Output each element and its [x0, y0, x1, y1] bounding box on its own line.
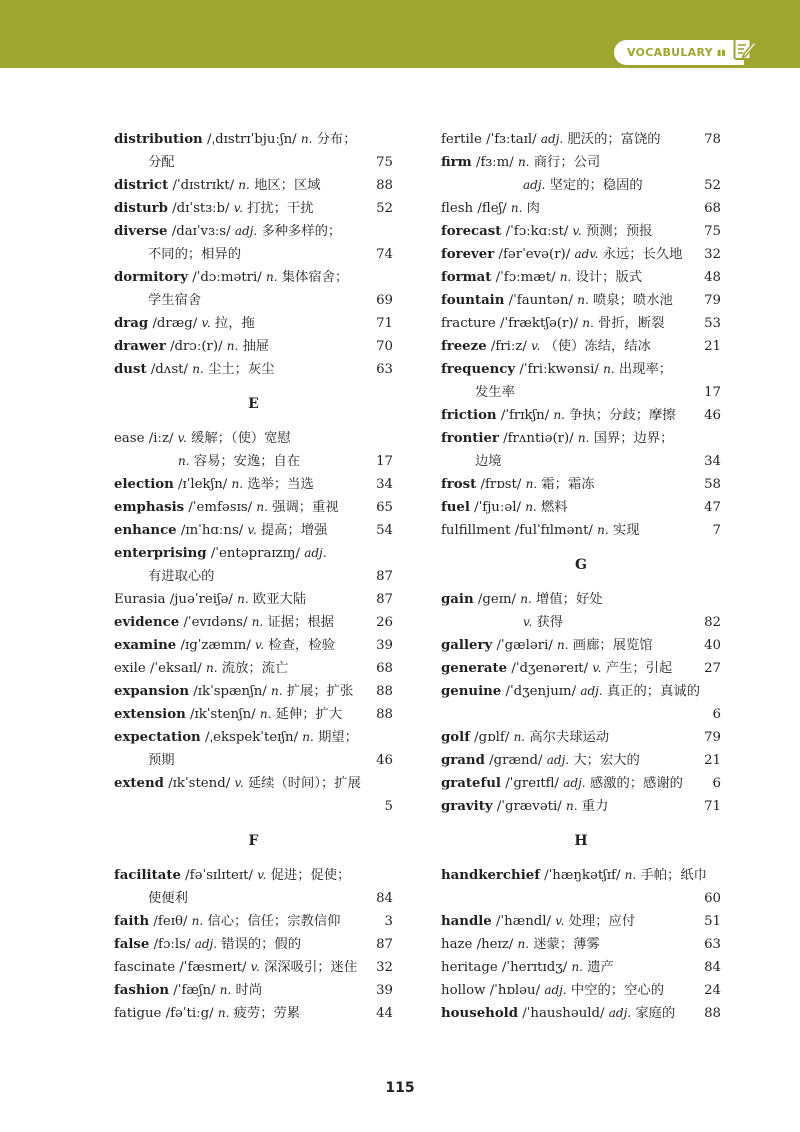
page-reference: 32: [376, 960, 393, 975]
definition: /ˈfjuːəl/ n. 燃料: [469, 500, 568, 515]
glossary-entry: [114, 197, 393, 220]
page-reference: 75: [376, 155, 393, 170]
definition: /fleʃ/ n. 肉: [473, 201, 540, 216]
page-reference: 84: [704, 960, 721, 975]
glossary-column-left: [114, 128, 393, 1025]
page-reference: 46: [704, 408, 721, 423]
headword: examine: [114, 638, 177, 653]
headword: diverse: [114, 224, 168, 239]
glossary-entry-continuation: [441, 887, 721, 910]
page-reference: 21: [704, 753, 721, 768]
section-dots: ▮▮: [716, 48, 726, 57]
definition: /ˈfɔːkɑːst/ v. 预测；预报: [501, 224, 653, 239]
headword: handkerchief: [441, 868, 540, 883]
page-reference: 74: [376, 247, 393, 262]
headword: heritage: [441, 960, 498, 975]
glossary-entry-continuation: [114, 450, 393, 473]
headword: faith: [114, 914, 150, 929]
page-reference: 87: [376, 937, 393, 952]
letter-heading-text: G: [575, 557, 587, 573]
glossary-entry-continuation: [114, 795, 393, 818]
letter-heading: [441, 818, 721, 864]
page-reference: 39: [376, 638, 393, 653]
definition: /daɪˈvɜːs/ adj. 多种多样的；: [167, 224, 342, 239]
headword: forecast: [441, 224, 502, 239]
definition: /ˈevɪdəns/ n. 证据；根据: [179, 615, 334, 630]
glossary-entry: [441, 312, 721, 335]
glossary-entry-continuation: [441, 174, 721, 197]
page-reference: 69: [376, 293, 393, 308]
glossary-entry: [441, 335, 721, 358]
definition: /ˈfɔːmæt/ n. 设计；版式: [491, 270, 643, 285]
page-reference: 60: [704, 891, 721, 906]
definition: 有进取心的: [148, 569, 215, 584]
headword: enterprising: [114, 546, 207, 561]
headword: evidence: [114, 615, 180, 630]
page-reference: 7: [712, 523, 721, 538]
page-reference: 26: [376, 615, 393, 630]
definition: n. 容易；安逸；自在: [178, 454, 301, 469]
headword: frontier: [441, 431, 499, 446]
definition: /ˈdɪstrɪkt/ n. 地区；区域: [168, 178, 321, 193]
headword: golf: [441, 730, 470, 745]
page-reference: 34: [376, 477, 393, 492]
headword: haze: [441, 937, 473, 952]
glossary-entry: [441, 220, 721, 243]
definition: /geɪn/ n. 增值；好处: [473, 592, 603, 607]
headword: fascinate: [114, 960, 176, 975]
glossary-entry-continuation: [114, 243, 393, 266]
letter-heading-text: E: [248, 396, 259, 412]
definition: /ˈfræktʃə(r)/ n. 骨折，断裂: [495, 316, 665, 331]
headword: fuel: [441, 500, 470, 515]
headword: district: [114, 178, 169, 193]
section-badge: [614, 40, 744, 65]
glossary-entry: [114, 266, 393, 289]
headword: frost: [441, 477, 477, 492]
headword: freeze: [441, 339, 487, 354]
headword: election: [114, 477, 174, 492]
definition: /iːz/ v. 缓解；（使）宽慰: [144, 431, 291, 446]
definition: /ɪkˈstenʃn/ n. 延伸；扩大: [185, 707, 343, 722]
page-reference: 88: [704, 1006, 721, 1021]
page-number: 115: [385, 1080, 415, 1096]
headword: handle: [441, 914, 492, 929]
definition: /fɜːm/ n. 商行；公司: [471, 155, 601, 170]
page-reference: 78: [704, 132, 721, 147]
glossary-entry-continuation: [114, 289, 393, 312]
letter-heading-text: H: [574, 833, 588, 849]
page-reference: 17: [704, 385, 721, 400]
glossary-entry: [441, 749, 721, 772]
glossary-entry-continuation: [441, 611, 721, 634]
glossary-entry: [114, 174, 393, 197]
glossary-entry: [441, 151, 721, 174]
glossary-entry: [114, 910, 393, 933]
page-reference: 88: [376, 707, 393, 722]
definition: /juəˈreiʃə/ n. 欧亚大陆: [165, 592, 307, 607]
glossary-entry: [114, 772, 393, 795]
definition: /ˈeksaɪl/ n. 流放；流亡: [145, 661, 289, 676]
headword: gravity: [441, 799, 493, 814]
page-reference: 5: [384, 799, 393, 814]
glossary-entry: [441, 956, 721, 979]
glossary-entry: [114, 634, 393, 657]
definition: /fɔːls/ adj. 错误的；假的: [149, 937, 302, 952]
headword: expansion: [114, 684, 190, 699]
page-reference: 6: [712, 707, 721, 722]
definition: /ɪkˈstend/ v. 延续（时间）；扩展: [163, 776, 361, 791]
glossary-entry: [114, 335, 393, 358]
headword: disturb: [114, 201, 168, 216]
definition: /dʌst/ n. 尘土；灰尘: [146, 362, 275, 377]
definition: /drɔː(r)/ n. 抽屉: [165, 339, 270, 354]
glossary-entry: [114, 312, 393, 335]
page-reference: 63: [704, 937, 721, 952]
page-reference: 39: [376, 983, 393, 998]
definition: /ˈgæləri/ n. 画廊；展览馆: [492, 638, 653, 653]
glossary-entry: [441, 680, 721, 703]
glossary-entry: [114, 956, 393, 979]
definition: /ˌekspekˈteɪʃn/ n. 期望；: [200, 730, 358, 745]
glossary-entry: [114, 519, 393, 542]
glossary-entry-continuation: [114, 887, 393, 910]
glossary-entry: [114, 542, 393, 565]
page-reference: 71: [704, 799, 721, 814]
definition: /ˈfrɪkʃn/ n. 争执；分歧；摩擦: [496, 408, 676, 423]
glossary-column-right: [441, 128, 721, 1025]
definition: /ˌdɪstrɪˈbjuːʃn/ n. 分布；: [202, 132, 357, 147]
notepad-pencil-icon: [733, 36, 757, 62]
glossary-entry: [441, 266, 721, 289]
page-reference: 82: [704, 615, 721, 630]
page-reference: 52: [704, 178, 721, 193]
page-reference: 71: [376, 316, 393, 331]
page-reference: 21: [704, 339, 721, 354]
definition: /ˈfɜːtaɪl/ adj. 肥沃的；富饶的: [481, 132, 661, 147]
headword: forever: [441, 247, 495, 262]
letter-heading-text: F: [248, 833, 259, 849]
glossary-entry: [114, 864, 393, 887]
definition: /ˈfæʃn/ n. 时尚: [169, 983, 263, 998]
page-reference: 87: [376, 569, 393, 584]
definition: 预期: [148, 753, 175, 768]
glossary-entry: [441, 427, 721, 450]
definition: v. 获得: [523, 615, 563, 630]
definition: adj. 坚定的；稳固的: [523, 178, 643, 193]
page-reference: 88: [376, 684, 393, 699]
page-reference: 46: [376, 753, 393, 768]
definition: /ɪnˈhɑːns/ v. 提高；增强: [176, 523, 328, 538]
headword: enhance: [114, 523, 177, 538]
page-reference: 65: [376, 500, 393, 515]
definition: /ˈfriːkwənsi/ n. 出现率；: [515, 362, 673, 377]
page-reference: 53: [704, 316, 721, 331]
glossary-entry: [441, 795, 721, 818]
definition: /dɪˈstɜːb/ v. 打扰；干扰: [167, 201, 314, 216]
page-reference: 84: [376, 891, 393, 906]
headword: ease: [114, 431, 145, 446]
headword: exile: [114, 661, 146, 676]
headword: format: [441, 270, 492, 285]
headword: friction: [441, 408, 497, 423]
page-reference: 3: [384, 914, 393, 929]
letter-heading: [114, 818, 393, 864]
definition: /gɒlf/ n. 高尔夫球运动: [469, 730, 610, 745]
page-reference: 17: [376, 454, 393, 469]
section-label: VOCABULARY: [627, 46, 713, 59]
glossary-entry: [114, 657, 393, 680]
glossary-entry-continuation: [114, 565, 393, 588]
definition: /ˈentəpraɪzɪŋ/ adj.: [206, 546, 327, 561]
definition: 学生宿舍: [148, 293, 202, 308]
definition: /ɪgˈzæmɪn/ v. 检查，检验: [176, 638, 335, 653]
glossary-entry: [441, 519, 721, 542]
page-reference: 63: [376, 362, 393, 377]
page-reference: 47: [704, 500, 721, 515]
headword: facilitate: [114, 868, 181, 883]
page-reference: 79: [704, 293, 721, 308]
headword: fertile: [441, 132, 482, 147]
definition: /ˈfæsɪneɪt/ v. 深深吸引；迷住: [175, 960, 358, 975]
headword: fracture: [441, 316, 496, 331]
page-reference: 48: [704, 270, 721, 285]
definition: /ɪˈlekʃn/ n. 选举；当选: [173, 477, 314, 492]
glossary-entry: [114, 496, 393, 519]
glossary-entry: [441, 358, 721, 381]
page-reference: 51: [704, 914, 721, 929]
glossary-entry: [441, 657, 721, 680]
glossary-entry: [441, 197, 721, 220]
headword: dormitory: [114, 270, 189, 285]
headword: expectation: [114, 730, 201, 745]
headword: fulfillment: [441, 523, 511, 538]
page-reference: 70: [376, 339, 393, 354]
definition: 使便利: [148, 891, 188, 906]
page-reference: 6: [712, 776, 721, 791]
headword: grand: [441, 753, 485, 768]
glossary-entry: [441, 910, 721, 933]
page-reference: 44: [376, 1006, 393, 1021]
definition: /dræg/ v. 拉，拖: [148, 316, 255, 331]
headword: grateful: [441, 776, 501, 791]
headword: fashion: [114, 983, 170, 998]
glossary-entry: [114, 588, 393, 611]
definition: 分配: [148, 155, 175, 170]
definition: /ˈhɒləu/ adj. 中空的；空心的: [485, 983, 664, 998]
headword: hollow: [441, 983, 486, 998]
definition: /fərˈevə(r)/ adv. 永远；长久地: [494, 247, 683, 262]
definition: /ˈfauntən/ n. 喷泉；喷水池: [504, 293, 673, 308]
glossary-entry: [114, 128, 393, 151]
headword: distribution: [114, 132, 203, 147]
page-reference: 54: [376, 523, 393, 538]
definition: 发生率: [475, 385, 515, 400]
headword: emphasis: [114, 500, 185, 515]
headword: gain: [441, 592, 474, 607]
glossary-entry: [441, 1002, 721, 1025]
headword: Eurasia: [114, 592, 166, 607]
page-reference: 75: [704, 224, 721, 239]
glossary-entry: [441, 864, 721, 887]
headword: household: [441, 1006, 519, 1021]
glossary-entry: [441, 772, 721, 795]
definition: /ˈdʒenjuɪn/ adj. 真正的；真诚的: [501, 684, 700, 699]
definition: /frɒst/ n. 霜；霜冻: [476, 477, 595, 492]
glossary-entry-continuation: [441, 381, 721, 404]
headword: extend: [114, 776, 164, 791]
headword: firm: [441, 155, 472, 170]
letter-heading: [114, 381, 393, 427]
headword: flesh: [441, 201, 474, 216]
glossary-entry: [114, 703, 393, 726]
definition: /ˈherɪtɪdʒ/ n. 遗产: [497, 960, 614, 975]
glossary-entry-continuation: [114, 749, 393, 772]
definition: /ˈgrævəti/ n. 重力: [492, 799, 609, 814]
page-reference: 34: [704, 454, 721, 469]
glossary-entry: [114, 358, 393, 381]
glossary-entry: [114, 473, 393, 496]
definition: /ˈdɔːmətri/ n. 集体宿舍；: [188, 270, 349, 285]
page-reference: 68: [704, 201, 721, 216]
definition: /fulˈfɪlmənt/ n. 实现: [510, 523, 640, 538]
glossary-entry-continuation: [441, 703, 721, 726]
headword: drag: [114, 316, 149, 331]
glossary-entry: [114, 1002, 393, 1025]
headword: drawer: [114, 339, 166, 354]
definition: /ˈhændl/ v. 处理；应付: [491, 914, 636, 929]
headword: genuine: [441, 684, 502, 699]
page-reference: 58: [704, 477, 721, 492]
glossary-entry: [114, 220, 393, 243]
definition: /ˈemfəsɪs/ n. 强调；重视: [184, 500, 339, 515]
page-reference: 24: [704, 983, 721, 998]
definition: /feɪθ/ n. 信心；信任；宗教信仰: [149, 914, 341, 929]
headword: dust: [114, 362, 147, 377]
glossary-entry: [441, 289, 721, 312]
glossary-entry-continuation: [114, 151, 393, 174]
glossary-entry: [441, 496, 721, 519]
glossary-entry: [114, 726, 393, 749]
glossary-entry: [441, 634, 721, 657]
glossary-entry: [114, 979, 393, 1002]
page-reference: 32: [704, 247, 721, 262]
glossary-entry: [441, 933, 721, 956]
definition: /heɪz/ n. 迷蒙；薄雾: [472, 937, 600, 952]
glossary-entry: [441, 128, 721, 151]
glossary-entry: [114, 427, 393, 450]
glossary-entry: [441, 588, 721, 611]
glossary-entry: [441, 473, 721, 496]
glossary-entry: [441, 979, 721, 1002]
glossary-entry: [114, 680, 393, 703]
definition: /friːz/ v. （使）冻结，结冰: [486, 339, 651, 354]
page-reference: 79: [704, 730, 721, 745]
definition: /grænd/ adj. 大；宏大的: [484, 753, 640, 768]
page-reference: 40: [704, 638, 721, 653]
definition: /ˈhaushəuld/ adj. 家庭的: [518, 1006, 676, 1021]
definition: /ˈhæŋkətʃɪf/ n. 手帕；纸巾: [539, 868, 707, 883]
headword: false: [114, 937, 150, 952]
definition: /fəˈsɪlɪteɪt/ v. 促进；促使；: [180, 868, 351, 883]
glossary-entry: [441, 404, 721, 427]
definition: /ɪkˈspænʃn/ n. 扩展；扩张: [189, 684, 354, 699]
definition: /ˈdʒenəreɪt/ v. 产生；引起: [507, 661, 673, 676]
definition: /ˈgreɪtfl/ adj. 感激的；感谢的: [500, 776, 683, 791]
headword: frequency: [441, 362, 516, 377]
glossary-entry: [441, 726, 721, 749]
definition: 不同的；相异的: [148, 247, 242, 262]
definition: /frʌntiə(r)/ n. 国界；边界；: [498, 431, 674, 446]
definition: /fəˈtiːg/ n. 疲劳；劳累: [161, 1006, 301, 1021]
headword: gallery: [441, 638, 493, 653]
glossary-entry-continuation: [441, 450, 721, 473]
headword: generate: [441, 661, 508, 676]
page-reference: 52: [376, 201, 393, 216]
letter-heading: [441, 542, 721, 588]
page-reference: 87: [376, 592, 393, 607]
page-reference: 68: [376, 661, 393, 676]
headword: fountain: [441, 293, 505, 308]
glossary-entry: [441, 243, 721, 266]
definition: 边境: [475, 454, 502, 469]
headword: extension: [114, 707, 186, 722]
page-reference: 27: [704, 661, 721, 676]
glossary-entry: [114, 933, 393, 956]
page-reference: 88: [376, 178, 393, 193]
glossary-entry: [114, 611, 393, 634]
headword: fatigue: [114, 1006, 162, 1021]
